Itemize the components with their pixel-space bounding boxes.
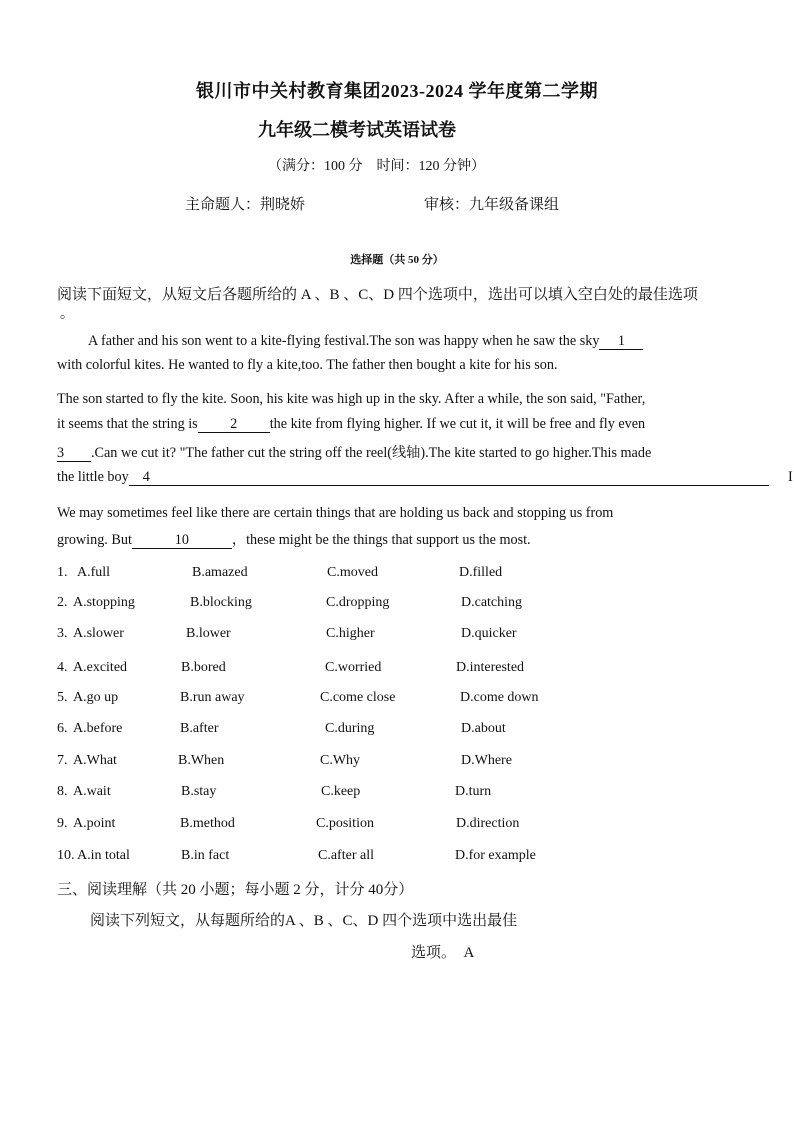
option-b: B.bored: [181, 660, 226, 675]
option-d: D.Where: [461, 753, 512, 768]
option-b: B.amazed: [192, 565, 248, 580]
option-d: D.turn: [455, 784, 492, 799]
option-c: C.higher: [326, 626, 375, 641]
question-setter: 主命题人：荆晓娇: [185, 197, 306, 213]
option-c: C.moved: [327, 565, 378, 580]
option-d: D.direction: [456, 816, 520, 831]
option-a: A.wait: [73, 784, 111, 799]
blank-3: 3: [57, 446, 91, 462]
cloze-instruction: 阅读下面短文，从短文后各题所给的 A 、B 、C、D 四个选项中，选出可以填入空白处的最佳选项: [57, 287, 698, 303]
passage-cutoff-char: I: [788, 469, 793, 485]
passage-line: growing. But 10 ，these might be the things that support us the most.: [57, 532, 531, 548]
section-heading-choice: 选择题（共 50 分）: [350, 254, 444, 266]
cloze-instruction-end: 。: [60, 307, 74, 322]
option-c: C.keep: [321, 784, 361, 799]
blank-1: 1: [599, 334, 643, 350]
passage-line: with colorful kites. He wanted to fly a kite,too. The father then bought a kite for his son.: [57, 357, 558, 373]
option-b: B.run away: [180, 690, 245, 705]
option-d: D.come down: [460, 690, 539, 705]
reading-instruction: 阅读下列短文，从每题所给的A 、B 、C、D 四个选项中选出最佳: [90, 913, 518, 929]
option-c: C.position: [316, 816, 374, 831]
option-a: A.go up: [73, 690, 119, 705]
option-c: C.dropping: [326, 595, 390, 610]
option-b: B.When: [178, 753, 225, 768]
blank-2: 2: [198, 417, 270, 433]
reviewer: 审核：九年级备课组: [424, 197, 560, 213]
option-b: B.method: [180, 816, 235, 831]
option-b: B.stay: [181, 784, 217, 799]
option-b: B.lower: [186, 626, 231, 641]
option-d: D.filled: [459, 565, 503, 580]
passage-line: The son started to fly the kite. Soon, his kite was high up in the sky. After a while, the son said, "Father,: [57, 391, 646, 407]
option-c: C.worried: [325, 660, 382, 675]
option-a: A.What: [73, 753, 117, 768]
option-c: C.Why: [320, 753, 361, 768]
option-a: A.before: [73, 721, 123, 736]
option-b: B.blocking: [190, 595, 252, 610]
passage-line: We may sometimes feel like there are certain things that are holding us back and stopping us from: [57, 505, 614, 521]
option-a: A.in total: [77, 848, 130, 863]
option-a: A.excited: [73, 660, 128, 675]
option-b: B.after: [180, 721, 219, 736]
option-b: B.in fact: [181, 848, 230, 863]
reading-instruction-end: 选项。 A: [411, 945, 475, 961]
option-c: C.during: [325, 721, 375, 736]
option-c: C.after all: [318, 848, 374, 863]
option-d: D.interested: [456, 660, 525, 675]
passage-line: 3 .Can we cut it? "The father cut the string off the reel(线轴).The kite started to go higher.This made: [57, 445, 652, 461]
option-a: A.stopping: [73, 595, 135, 610]
option-a: A.slower: [73, 626, 124, 641]
passage-line: it seems that the string is 2 the kite from flying higher. If we cut it, it will be free and fly even: [57, 416, 646, 432]
option-d: D.catching: [461, 595, 523, 610]
exam-subtitle: 九年级二模考试英语试卷: [258, 120, 456, 140]
passage-line: the little boy 4: [57, 469, 769, 486]
section-heading-reading: 三、阅读理解（共 20 小题；每小题 2 分，计分 40分）: [57, 882, 414, 898]
blank-4: 4: [129, 470, 769, 486]
passage-line: A father and his son went to a kite-flying festival.The son was happy when he saw the sky 1: [88, 333, 643, 350]
option-a: A.full: [77, 565, 111, 580]
option-a: A.point: [73, 816, 116, 831]
option-d: D.for example: [455, 848, 536, 863]
score-time-info: （满分：100 分 时间：120 分钟）: [268, 159, 485, 174]
option-c: C.come close: [320, 690, 396, 705]
blank-10: 10: [132, 533, 232, 549]
option-d: D.about: [461, 721, 506, 736]
option-d: D.quicker: [461, 626, 517, 641]
exam-title: 银川市中关村教育集团2023-2024 学年度第二学期: [196, 81, 598, 101]
